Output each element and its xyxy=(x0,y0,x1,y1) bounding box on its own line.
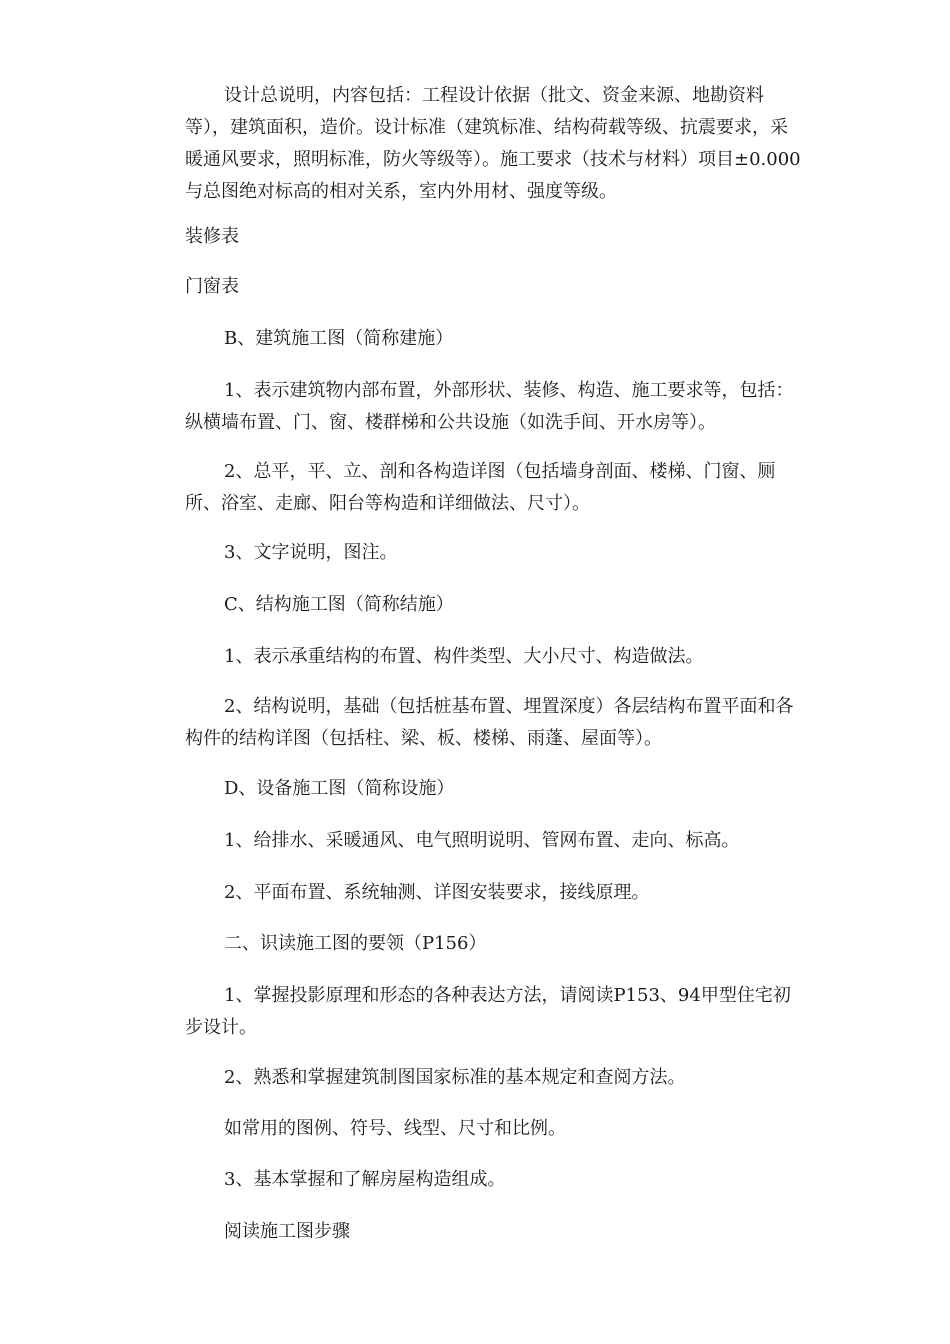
paragraph-essentials-item-1: 1、掌握投影原理和形态的各种表达方法，请阅读P153、94甲型住宅初步设计。 xyxy=(185,985,791,1038)
paragraph-equipment-item-1: 1、给排水、采暖通风、电气照明说明、管网布置、走向、标高。 xyxy=(224,830,740,851)
paragraph-essentials-note: 如常用的图例、符号、线型、尺寸和比例。 xyxy=(224,1118,566,1139)
paragraph-decoration-table: 装修表 xyxy=(185,226,239,247)
heading-architectural-drawings: B、建筑施工图（简称建施） xyxy=(224,328,454,349)
paragraph-essentials-item-2: 2、熟悉和掌握建筑制图国家标准的基本规定和查阅方法。 xyxy=(224,1067,686,1088)
heading-reading-steps: 阅读施工图步骤 xyxy=(224,1221,350,1242)
paragraph-door-window-table: 门窗表 xyxy=(185,276,239,297)
paragraph-architectural-item-1: 1、表示建筑物内部布置，外部形状、装修、构造、施工要求等，包括：纵横墙布置、门、窗、楼群梯和公共设施（如洗手间、开水房等）。 xyxy=(185,380,794,433)
paragraph-design-summary: 设计总说明，内容包括：工程设计依据（批文、资金来源、地勘资料等），建筑面积，造价。设计标准（建筑标准、结构荷载等级、抗震要求，采暖通风要求，照明标准，防火等级等）。施工要求（技术与材料）项目±0.000与总图绝对标高的相对关系，室内外用材、强度等级。 xyxy=(185,85,801,202)
paragraph-architectural-item-3: 3、文字说明，图注。 xyxy=(224,542,398,563)
heading-structural-drawings: C、结构施工图（简称结施） xyxy=(224,594,454,615)
paragraph-essentials-item-3: 3、基本掌握和了解房屋构造组成。 xyxy=(224,1169,506,1190)
paragraph-structural-item-2: 2、结构说明，基础（包括桩基布置、埋置深度）各层结构布置平面和各构件的结构详图（包括柱、梁、板、楼梯、雨蓬、屋面等）。 xyxy=(185,696,794,749)
heading-reading-essentials: 二、识读施工图的要领（P156） xyxy=(224,933,487,954)
paragraph-structural-item-1: 1、表示承重结构的布置、构件类型、大小尺寸、构造做法。 xyxy=(224,646,704,667)
paragraph-equipment-item-2: 2、平面布置、系统轴测、详图安装要求，接线原理。 xyxy=(224,882,650,903)
paragraph-architectural-item-2: 2、总平，平、立、剖和各构造详图（包括墙身剖面、楼梯、门窗、厕所、浴室、走廊、阳台等构造和详细做法、尺寸）。 xyxy=(185,461,776,514)
heading-equipment-drawings: D、设备施工图（简称设施） xyxy=(224,778,455,799)
